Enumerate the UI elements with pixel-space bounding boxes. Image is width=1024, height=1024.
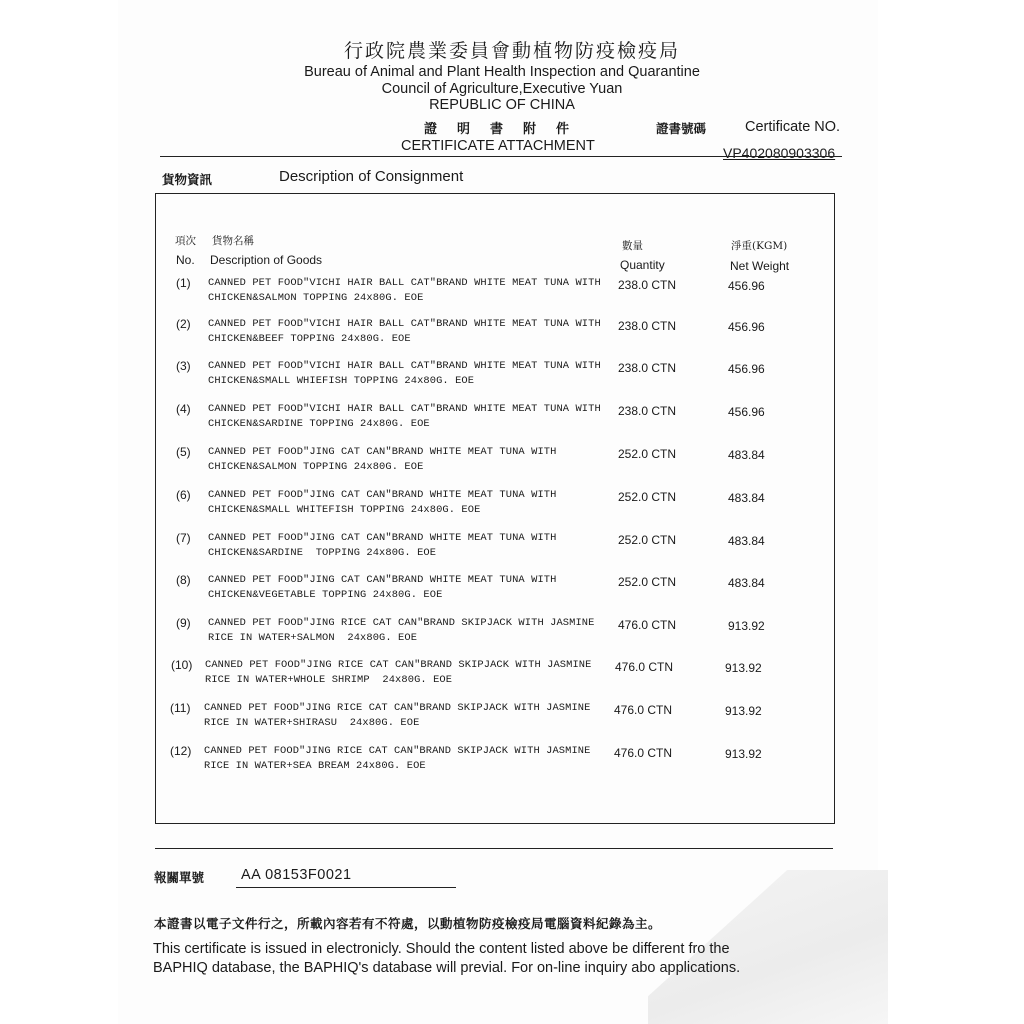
- item-quantity: 476.0 CTN: [614, 746, 673, 760]
- item-description: CANNED PET FOOD"VICHI HAIR BALL CAT"BRAND WHITE MEAT TUNA WITH CHICKEN&SMALL WHIEFISH TOPPING 24x80G. EOE: [208, 360, 601, 387]
- council-name-en: Council of Agriculture,Executive Yuan: [381, 81, 623, 97]
- item-no: (12): [170, 744, 192, 758]
- item-no: (3): [176, 359, 191, 373]
- item-description: CANNED PET FOOD"VICHI HAIR BALL CAT"BRAND WHITE MEAT TUNA WITH CHICKEN&SALMON TOPPING 24x80G. EOE: [208, 277, 601, 304]
- item-description: CANNED PET FOOD"VICHI HAIR BALL CAT"BRAND WHITE MEAT TUNA WITH CHICKEN&SARDINE TOPPING 24x80G. EOE: [208, 403, 601, 430]
- item-net-weight: 483.84: [728, 448, 765, 462]
- goods-row: [0, 658, 1024, 700]
- item-no: (6): [176, 488, 191, 502]
- item-quantity: 238.0 CTN: [618, 278, 677, 292]
- item-net-weight: 456.96: [728, 320, 765, 334]
- section-divider: [155, 848, 833, 849]
- goods-row: [0, 359, 1024, 401]
- certificate-number-label-zh: 證書號碼: [656, 121, 707, 136]
- col-goods-zh: 貨物名稱: [212, 235, 254, 247]
- item-quantity: 238.0 CTN: [618, 404, 677, 418]
- item-quantity: 252.0 CTN: [618, 447, 677, 461]
- item-no: (5): [176, 445, 191, 459]
- item-description: CANNED PET FOOD"VICHI HAIR BALL CAT"BRAND WHITE MEAT TUNA WITH CHICKEN&BEEF TOPPING 24x80G. EOE: [208, 318, 601, 345]
- item-description: CANNED PET FOOD"JING RICE CAT CAN"BRAND SKIPJACK WITH JASMINE RICE IN WATER+SHIRASU 24x80G. EOE: [204, 702, 591, 729]
- item-net-weight: 456.96: [728, 362, 765, 376]
- item-description: CANNED PET FOOD"JING CAT CAN"BRAND WHITE MEAT TUNA WITH CHICKEN&VEGETABLE TOPPING 24x80G. EOE: [208, 574, 557, 601]
- header-divider: [160, 156, 842, 157]
- item-description: CANNED PET FOOD"JING CAT CAN"BRAND WHITE MEAT TUNA WITH CHICKEN&SALMON TOPPING 24x80G. EOE: [208, 446, 557, 473]
- goods-row: [0, 276, 1024, 318]
- item-no: (8): [176, 573, 191, 587]
- goods-row: [0, 531, 1024, 573]
- item-net-weight: 456.96: [728, 405, 765, 419]
- item-no: (10): [171, 658, 193, 672]
- item-quantity: 252.0 CTN: [618, 575, 677, 589]
- goods-row: [0, 701, 1024, 743]
- certificate-number-value: VP402080903306: [723, 145, 836, 161]
- declaration-number-label-zh: 報關單號: [154, 870, 205, 885]
- item-net-weight: 483.84: [728, 576, 765, 590]
- consignment-label-en: Description of Consignment: [279, 168, 464, 185]
- goods-row: [0, 488, 1024, 530]
- col-qty-en: Quantity: [620, 258, 665, 272]
- notice-text-zh: 本證書以電子文件行之，所載內容若有不符處，以動植物防疫檢疫局電腦資料紀錄為主。: [154, 916, 662, 931]
- item-net-weight: 913.92: [725, 747, 762, 761]
- item-quantity: 238.0 CTN: [618, 361, 677, 375]
- item-no: (4): [176, 402, 191, 416]
- item-no: (1): [176, 276, 191, 290]
- col-qty-zh: 數量: [622, 240, 643, 252]
- agency-name-en: Bureau of Animal and Plant Health Inspection and Quarantine: [304, 64, 700, 80]
- col-goods-en: Description of Goods: [210, 253, 323, 267]
- item-description: CANNED PET FOOD"JING RICE CAT CAN"BRAND SKIPJACK WITH JASMINE RICE IN WATER+WHOLE SHRIMP 24x80G. EOE: [205, 659, 592, 686]
- item-net-weight: 913.92: [725, 661, 762, 675]
- declaration-number-value: AA 08153F0021: [241, 867, 352, 883]
- item-no: (9): [176, 616, 191, 630]
- col-no-zh: 項次: [175, 235, 196, 247]
- goods-row: [0, 573, 1024, 615]
- goods-row: [0, 317, 1024, 359]
- item-quantity: 476.0 CTN: [614, 703, 673, 717]
- item-net-weight: 913.92: [725, 704, 762, 718]
- certificate-number-label: Certificate NO.: [745, 119, 841, 135]
- declaration-underline: [236, 887, 456, 888]
- item-net-weight: 456.96: [728, 279, 765, 293]
- col-weight-en: Net Weight: [730, 259, 790, 273]
- item-quantity: 476.0 CTN: [615, 660, 674, 674]
- col-no-en: No.: [176, 253, 195, 267]
- item-quantity: 252.0 CTN: [618, 533, 677, 547]
- item-net-weight: 913.92: [728, 619, 765, 633]
- item-net-weight: 483.84: [728, 534, 765, 548]
- item-quantity: 476.0 CTN: [618, 618, 677, 632]
- attachment-title-zh: 證明書附件: [424, 122, 590, 137]
- goods-row: [0, 744, 1024, 786]
- goods-row: [0, 616, 1024, 658]
- item-description: CANNED PET FOOD"JING RICE CAT CAN"BRAND SKIPJACK WITH JASMINE RICE IN WATER+SALMON 24x80G. EOE: [208, 617, 595, 644]
- item-description: CANNED PET FOOD"JING RICE CAT CAN"BRAND SKIPJACK WITH JASMINE RICE IN WATER+SEA BREAM 24x80G. EOE: [204, 745, 591, 772]
- consignment-label-zh: 貨物資訊: [162, 172, 213, 187]
- item-quantity: 238.0 CTN: [618, 319, 677, 333]
- attachment-title-en: CERTIFICATE ATTACHMENT: [401, 138, 595, 154]
- goods-row: [0, 402, 1024, 444]
- item-quantity: 252.0 CTN: [618, 490, 677, 504]
- item-description: CANNED PET FOOD"JING CAT CAN"BRAND WHITE MEAT TUNA WITH CHICKEN&SARDINE TOPPING 24x80G. EOE: [208, 532, 557, 559]
- col-weight-zh: 淨重(KGM): [731, 240, 788, 252]
- notice-text-en: This certificate is issued in electronicly. Should the content listed above be different fro the BAPHIQ database, the BAPHIQ's database will previal. For on-line inquiry abo applications.: [153, 941, 741, 976]
- item-no: (7): [176, 531, 191, 545]
- item-no: (2): [176, 317, 191, 331]
- item-net-weight: 483.84: [728, 491, 765, 505]
- item-description: CANNED PET FOOD"JING CAT CAN"BRAND WHITE MEAT TUNA WITH CHICKEN&SMALL WHITEFISH TOPPING 24x80G. EOE: [208, 489, 557, 516]
- item-no: (11): [170, 701, 191, 715]
- agency-name-zh: 行政院農業委員會動植物防疫檢疫局: [343, 40, 680, 62]
- country-name: REPUBLIC OF CHINA: [429, 97, 575, 113]
- goods-row: [0, 445, 1024, 487]
